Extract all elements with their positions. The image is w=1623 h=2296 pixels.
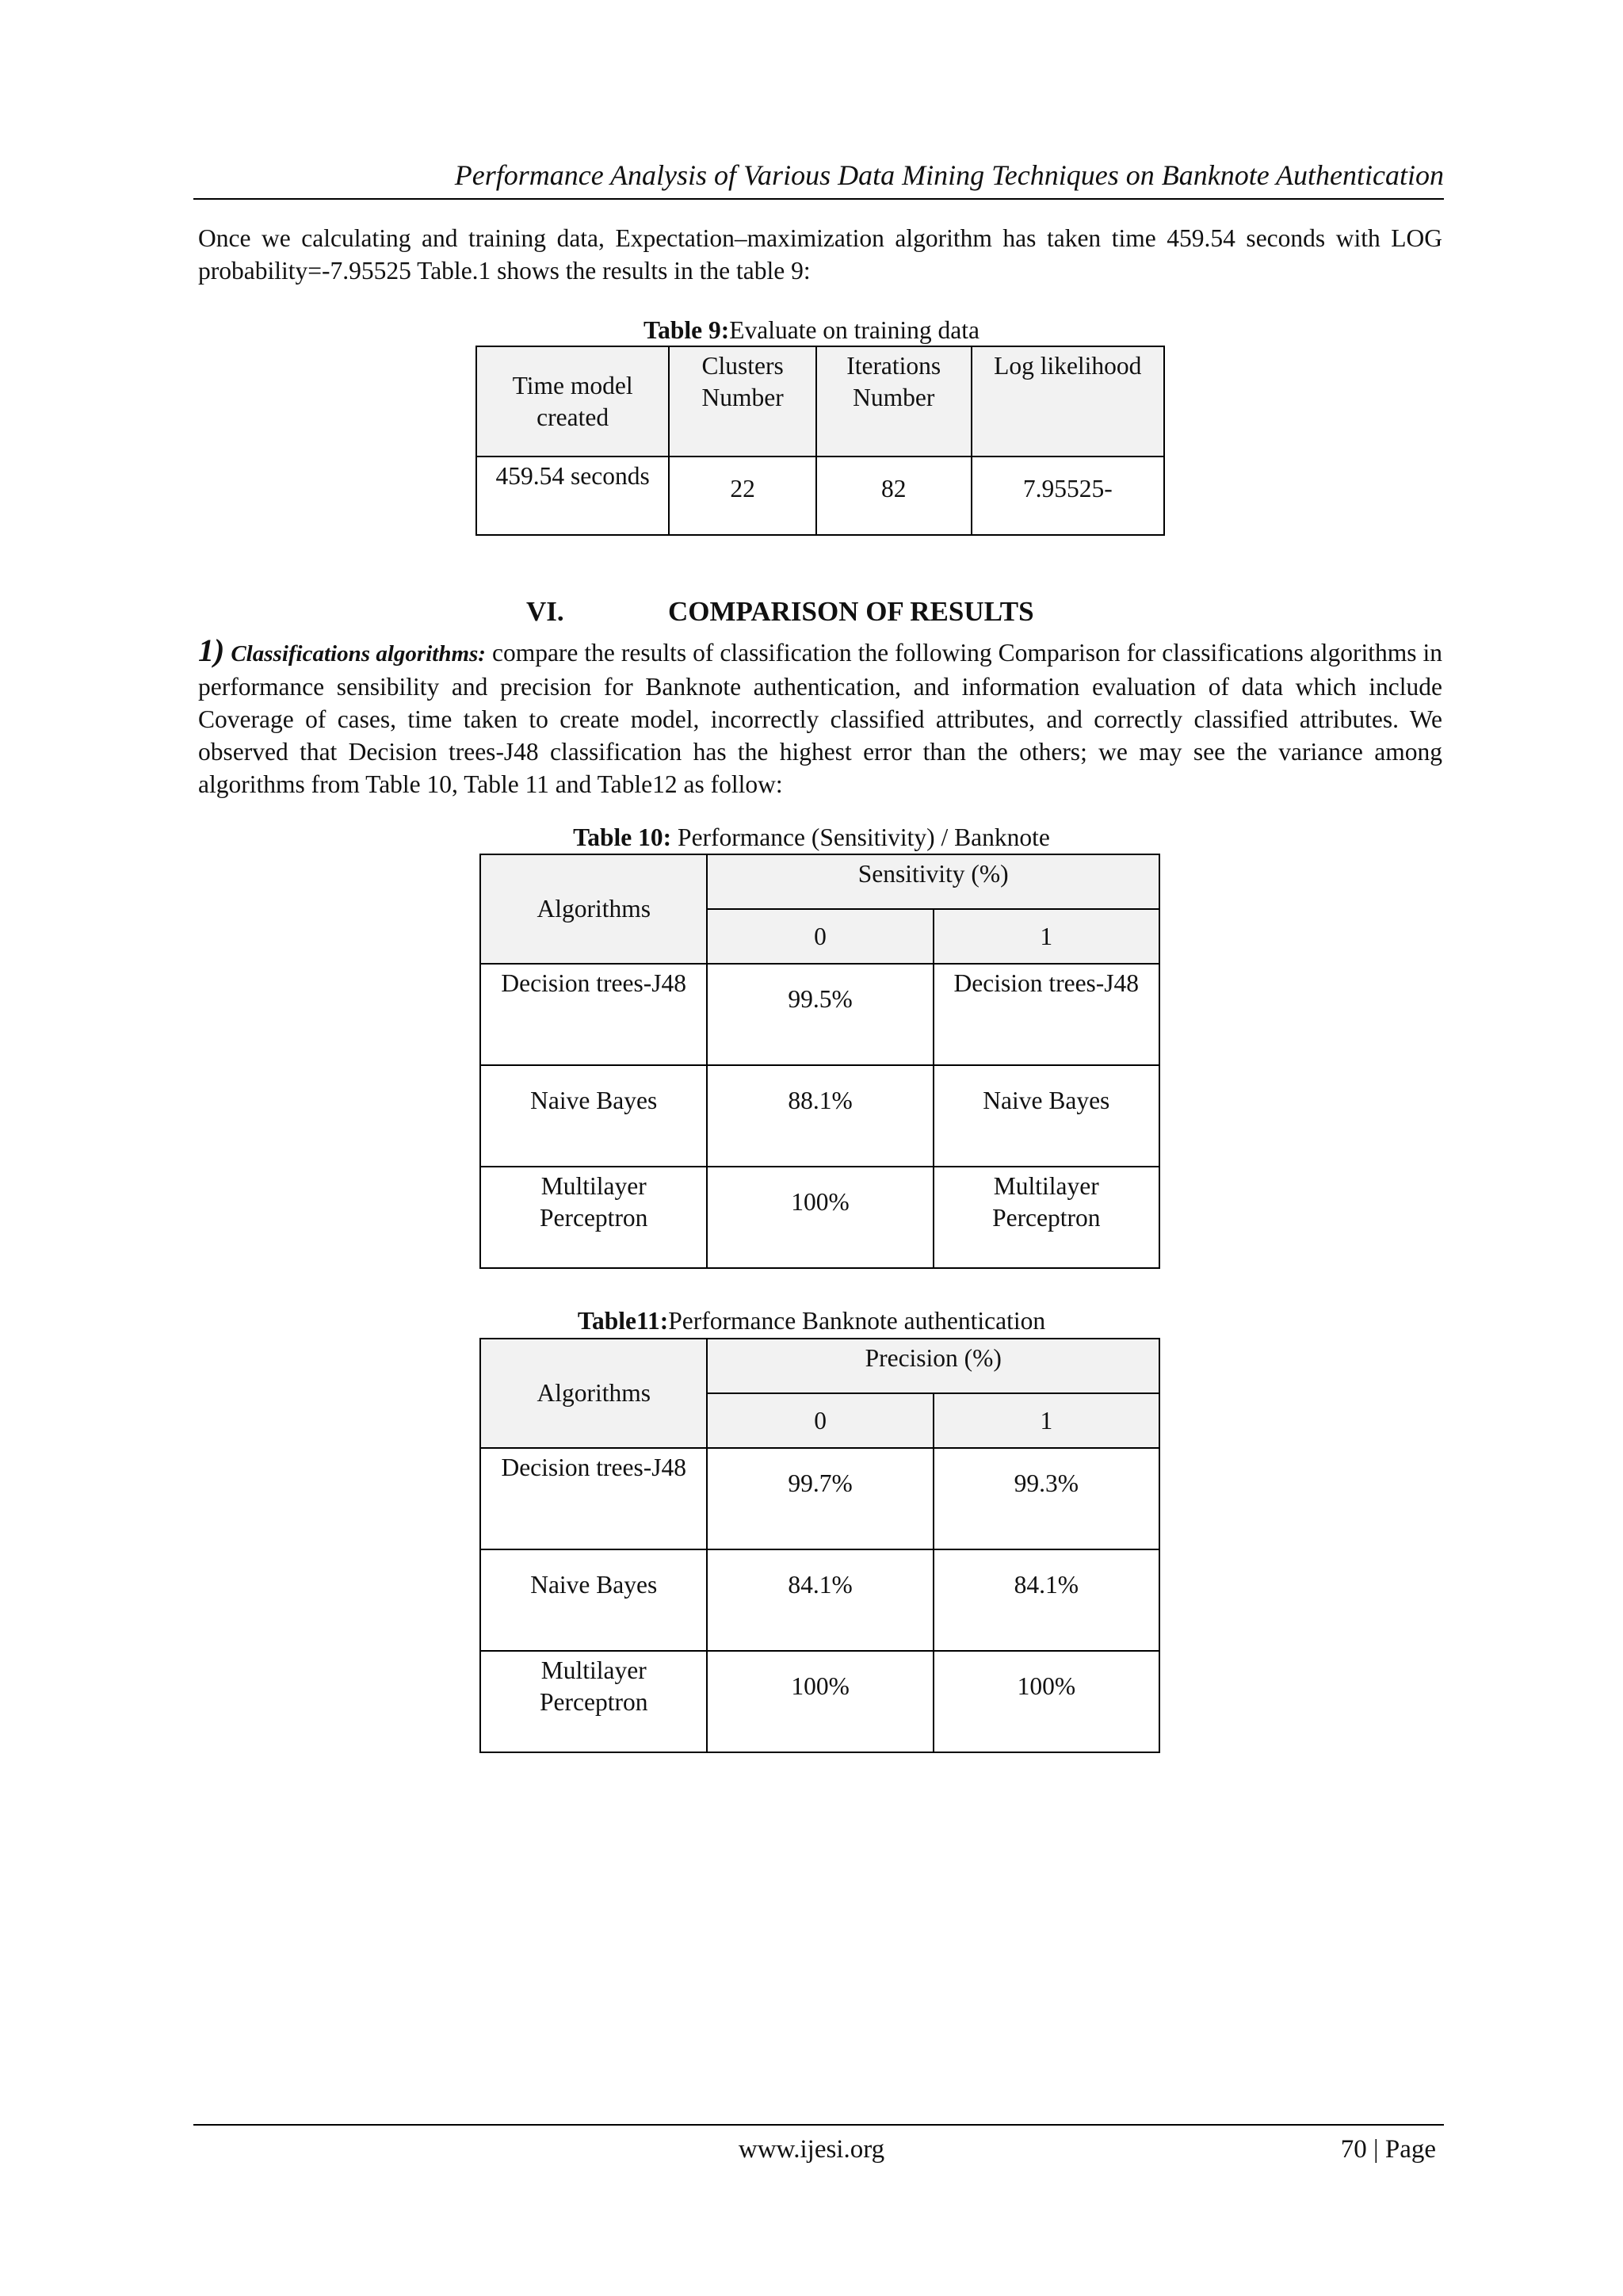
table11-row2-algorithm: Naive Bayes	[480, 1549, 707, 1651]
table9-cell-iterations: 82	[816, 457, 972, 535]
footer-page-number: 70 | Page	[1340, 2135, 1436, 2164]
table10-caption-label: Table 10:	[573, 823, 672, 851]
table11-row3-c1: 100%	[934, 1651, 1159, 1752]
table11-header-group: Precision (%)	[707, 1339, 1159, 1393]
table9-header-iterations: Iterations Number	[816, 346, 972, 457]
footer-divider	[193, 2124, 1444, 2126]
table10-header-group: Sensitivity (%)	[707, 854, 1159, 909]
table11-header-algorithms: Algorithms	[480, 1339, 707, 1448]
table9-header-clusters: Clusters Number	[669, 346, 816, 457]
table11-row1-c0: 99.7%	[707, 1448, 933, 1549]
table11	[479, 1338, 1160, 1753]
table11-subheader-1: 1	[934, 1393, 1159, 1448]
table11-row1-algorithm: Decision trees-J48	[480, 1448, 707, 1549]
table10-subheader-0: 0	[707, 909, 933, 964]
table11-subheader-0: 0	[707, 1393, 933, 1448]
table10-row1-algorithm: Decision trees-J48	[480, 964, 707, 1065]
table-row	[480, 1167, 1159, 1268]
table-row	[480, 1651, 1159, 1752]
table9-header-loglik: Log likelihood	[972, 346, 1164, 457]
table10-row2-c0: 88.1%	[707, 1065, 933, 1167]
table-row	[480, 964, 1159, 1065]
section-number: VI.	[526, 596, 564, 627]
table10-row3-c1: Multilayer Perceptron	[934, 1167, 1159, 1268]
table10-row3-algorithm: Multilayer Perceptron	[480, 1167, 707, 1268]
table9	[475, 346, 1165, 536]
table11-caption	[0, 1306, 1623, 1336]
subsection-title: Classifications algorithms:	[231, 641, 486, 667]
table10-caption	[0, 823, 1623, 853]
table-row	[480, 1448, 1159, 1549]
table9-caption-text: Evaluate on training data	[729, 316, 980, 344]
table9-header-time: Time model created	[476, 346, 669, 457]
subsection-number: 1)	[198, 632, 225, 668]
table11-caption-label: Table11:	[577, 1307, 669, 1335]
running-header-title: Performance Analysis of Various Data Mining Techniques on Banknote Authentication	[193, 154, 1444, 200]
table10-header-algorithms: Algorithms	[480, 854, 707, 964]
table-row	[480, 1065, 1159, 1167]
table11-row2-c1: 84.1%	[934, 1549, 1159, 1651]
table9-caption-label: Table 9:	[643, 316, 730, 344]
table11-caption-text: Performance Banknote authentication	[668, 1307, 1046, 1335]
table11-row3-c0: 100%	[707, 1651, 933, 1752]
footer-website: www.ijesi.org	[738, 2135, 885, 2164]
table11-row3-algorithm: Multilayer Perceptron	[480, 1651, 707, 1752]
table-row	[480, 1549, 1159, 1651]
table10-row3-c0: 100%	[707, 1167, 933, 1268]
table9-cell-clusters: 22	[669, 457, 816, 535]
table11-row1-c1: 99.3%	[934, 1448, 1159, 1549]
table11-row2-c0: 84.1%	[707, 1549, 933, 1651]
table10	[479, 854, 1160, 1269]
section-title: COMPARISON OF RESULTS	[668, 596, 1034, 627]
table9-caption	[0, 315, 1623, 346]
table10-row1-c1: Decision trees-J48	[934, 964, 1159, 1065]
intro-paragraph: Once we calculating and training data, Expectation–maximization algorithm has taken time 459.54 seconds with LOG probability=-7.95525 Table.1 shows the results in the table 9:	[198, 224, 1442, 285]
table10-row1-c0: 99.5%	[707, 964, 933, 1065]
subsection-text: compare the results of classification the following Comparison for classifications algorithms in performance sensibility and precision for Banknote authentication, and information evaluation of data which include Coverage of cases, time taken to create model, incorrectly classified attributes, and correctly classified attributes. We observed that Decision trees-J48 classification has the highest error than the others; we may see the variance among algorithms from Table 10, Table 11 and Table12 as follow:	[198, 639, 1443, 798]
table10-row2-algorithm: Naive Bayes	[480, 1065, 707, 1167]
table10-row2-c1: Naive Bayes	[934, 1065, 1159, 1167]
table9-cell-time: 459.54 seconds	[476, 457, 669, 535]
table9-cell-loglik: 7.95525-	[972, 457, 1164, 535]
subsection-paragraph	[198, 634, 1442, 800]
table10-subheader-1: 1	[934, 909, 1159, 964]
table10-caption-text: Performance (Sensitivity) / Banknote	[678, 823, 1050, 851]
